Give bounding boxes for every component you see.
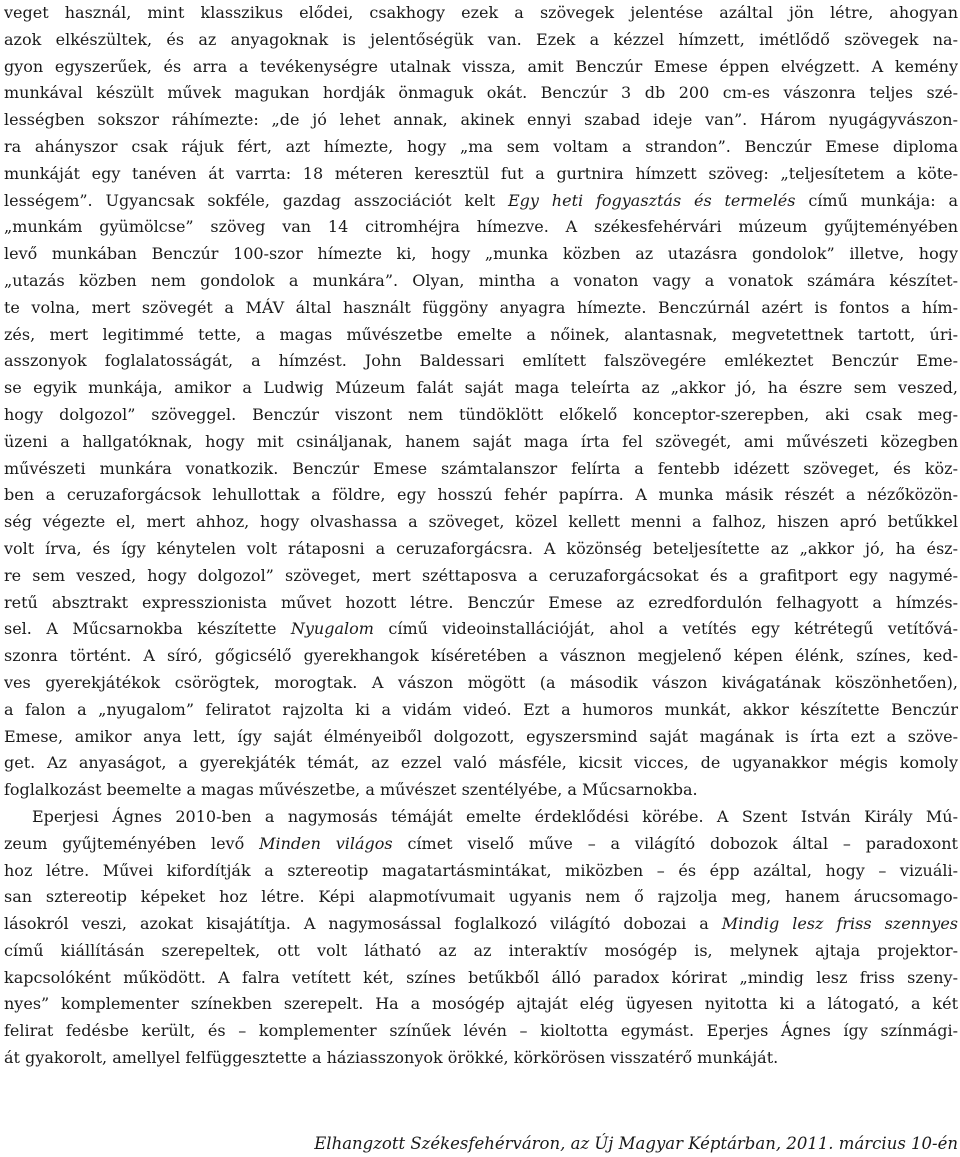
text-segment: azok elkészültek, és az anyagoknak is jelentőségük van. Ezek a kézzel hímzett, imétlődő szövegek na- [4,29,958,49]
text-segment: című videoinstallációját, ahol a vetítés egy kétrétegű vetítővá- [373,619,958,639]
text-segment: át gyakorolt, amellyel felfüggesztette a háziasszonyok örökké, körkörösen visszatérő munkáját. [4,1048,779,1068]
text-segment: asszonyok foglalatosságát, a hímzést. John Baldessari említett falszövegére emlékeztet Benczúr Eme- [4,351,958,371]
text-segment: lességben sokszor ráhímezte: „de jó lehet annak, akinek ennyi szabad ideje van”. Három nyugágyvászon- [4,110,958,130]
text-line [4,429,958,456]
text-segment: levő munkában Benczúr 100-szor hímezte ki, hogy „munka közben az utazásra gondolok” illetve, hogy [4,244,958,264]
text-line [4,777,958,804]
text-segment: „utazás közben nem gondolok a munkára”. Olyan, mintha a vonaton vagy a vonatok számára készítet- [4,270,958,290]
text-segment: művészeti munkára vonatkozik. Benczúr Emese számtalanszor felírta a fentebb idézett szöveget, és köz- [4,458,958,478]
text-line [4,482,958,509]
text-segment: get. Az anyaságot, a gyerekjáték témát, az ezzel való másféle, kicsit vicces, de ugyanakkor mégis komoly [4,753,958,773]
text-line [4,697,958,724]
text-segment: felirat fedésbe került, és – komplementer színűek lévén – kioltotta egymást. Eperjes Ágnes így színmági- [4,1021,958,1041]
text-segment: Emese, amikor anya lett, így saját élményeiből dolgozott, egyszersmind saját magának is írta ezt a szöve- [4,726,958,746]
text-segment: hoz létre. Művei kifordítják a sztereotip magatartásmintákat, miközben – és épp azáltal, hogy – vizuáli- [4,860,958,880]
text-line [4,750,958,777]
text-line [4,161,958,188]
text-line [4,590,958,617]
text-segment: munkáját egy tanéven át varrta: 18 méteren keresztül fut a gurtnira hímzett szöveg: „teljesítetem a köte- [4,163,958,183]
text-segment: ra ahányszor csak rájuk fért, azt hímezte, hogy „ma sem voltam a strandon”. Benczúr Emese diploma [4,136,958,156]
text-segment: zés, mert legitimmé tette, a magas művészetbe emelte a nőinek, alantasnak, megvetettnek tartott, úri- [4,324,958,344]
text-line [4,1045,958,1072]
text-segment: gyon egyszerűek, és arra a tevékenységre utalnak vissza, amit Benczúr Emese éppen elvégzett. A kemény [4,56,958,76]
text-line [4,295,958,322]
text-line [4,884,958,911]
text-segment: lásokról veszi, azokat kisajátítja. A nagymosással foglalkozó világító dobozai a [4,914,722,934]
text-line [4,188,958,215]
text-line [4,402,958,429]
text-segment: ség végezte el, mert ahhoz, hogy olvashassa a szöveget, közel kellett menni a falhoz, hiszen apró betűkkel [4,512,958,532]
text-line [4,858,958,885]
italic-title: Nyugalom [290,619,374,639]
text-segment: re sem veszed, hogy dolgozol” szöveget, mert széttaposva a ceruzaforgácsokat és a grafitport egy nagymé- [4,565,958,585]
text-line [4,214,958,241]
paragraph-1 [4,0,958,804]
text-line [4,241,958,268]
text-line [4,670,958,697]
text-segment: zeum gyűjteményében levő [4,833,260,853]
text-segment: se egyik munkája, amikor a Ludwig Múzeum falát saját maga teleírta az „akkor jó, ha észre sem veszed, [4,378,958,398]
text-line [4,0,958,27]
text-segment: a falon a „nyugalom” feliratot rajzolta ki a vidám videó. Ezt a humoros munkát, akkor készítette Benczúr [4,699,958,719]
text-line [4,831,958,858]
text-segment: san sztereotip képeket hoz létre. Képi alapmotívumait ugyanis nem ő rajzolja meg, hanem árucsomago- [4,887,958,907]
text-segment: retű absztrakt expresszionista művet hozott létre. Benczúr Emese az ezredfordulón felhagyott a hímzés- [4,592,958,612]
footer-note: Elhangzott Székesfehérváron, az Új Magyar Képtárban, 2011. március 10-én [314,1133,958,1153]
text-segment: című kiállításán szerepeltek, ott volt látható az az interaktív mosógép is, melynek ajtaja projektor- [4,940,958,960]
paragraph-2 [4,804,958,1072]
text-segment: lességem”. Ugyancsak sokféle, gazdag asszociációt kelt [4,190,508,210]
text-segment: veget használ, mint klasszikus elődei, csakhogy ezek a szövegek jelentése azáltal jön létre, ahogyan [4,3,958,22]
text-line [4,911,958,938]
text-line [4,27,958,54]
text-segment: foglalkozást beemelte a magas művészetbe, a művészet szentélyébe, a Műcsarnokba. [4,780,698,800]
text-segment: munkával készült művek magukan hordják önmaguk okát. Benczúr 3 db 200 cm-es vászonra teljes szé- [4,83,958,103]
text-line [4,54,958,81]
text-line [4,643,958,670]
text-segment: Eperjesi Ágnes 2010-ben a nagymosás témáját emelte érdeklődési körébe. A Szent István Király Mú- [32,806,958,826]
text-line [4,938,958,965]
text-line [4,80,958,107]
paragraph-gap [4,1072,958,1131]
text-line [4,456,958,483]
text-line [4,563,958,590]
text-segment: üzeni a hallgatóknak, hogy mit csináljanak, hanem saját maga írta fel szövegét, ami művészeti közegben [4,431,958,451]
italic-title: Mindig lesz friss szennyes [721,914,958,934]
text-segment: „munkám gyümölcse” szöveg van 14 citromhéjra hímezve. A székesfehérvári múzeum gyűjteményében [4,217,958,237]
text-segment: címet viselő műve – a világító dobozok által – paradoxont [392,833,958,853]
italic-title: Minden világos [259,833,393,853]
text-line [4,536,958,563]
text-line [4,965,958,992]
text-line [4,322,958,349]
text-segment: sel. A Műcsarnokba készítette [4,619,291,639]
text-segment: ben a ceruzaforgácsok lehullottak a földre, egy hosszú fehér papírra. A munka másik részét a nézőközön- [4,485,958,505]
text-line [4,375,958,402]
text-line [4,107,958,134]
text-line [4,134,958,161]
text-segment: című munkája: a [795,190,959,210]
italic-title: Egy heti fogyasztás és termelés [508,190,796,210]
text-line [4,804,958,831]
text-line [4,991,958,1018]
text-segment: hogy dolgozol” szöveggel. Benczúr viszont nem tündöklött előkelő konceptor-szerepben, aki csak meg- [4,404,958,424]
text-line [4,616,958,643]
text-line [4,1018,958,1045]
text-segment: volt írva, és így kénytelen volt rátaposni a ceruzaforgácsra. A közönség beteljesítette az „akkor jó, ha ész- [4,538,958,558]
document-page [4,0,958,1157]
text-segment: te volna, mert szövegét a MÁV által használt függöny anyagra hímezte. Benczúrnál azért is fontos a hím- [4,297,958,317]
text-segment: ves gyerekjátékok csörögtek, morogtak. A vászon mögött (a második vászon kivágatának köszönhetően), [4,672,958,692]
text-line [4,348,958,375]
text-line [4,509,958,536]
text-line [4,268,958,295]
text-segment: szonra történt. A síró, gőgicsélő gyerekhangok kíséretében a vásznon megjelenő képen élénk, színes, ked- [4,646,958,666]
text-segment: nyes” komplementer színekben szerepelt. Ha a mosógép ajtaját elég ügyesen nyitotta ki a látogató, a két [4,994,958,1014]
text-line [4,724,958,751]
text-segment: kapcsolóként működött. A falra vetített két, színes betűkből álló paradox kórirat „mindig lesz friss szeny- [4,967,958,987]
